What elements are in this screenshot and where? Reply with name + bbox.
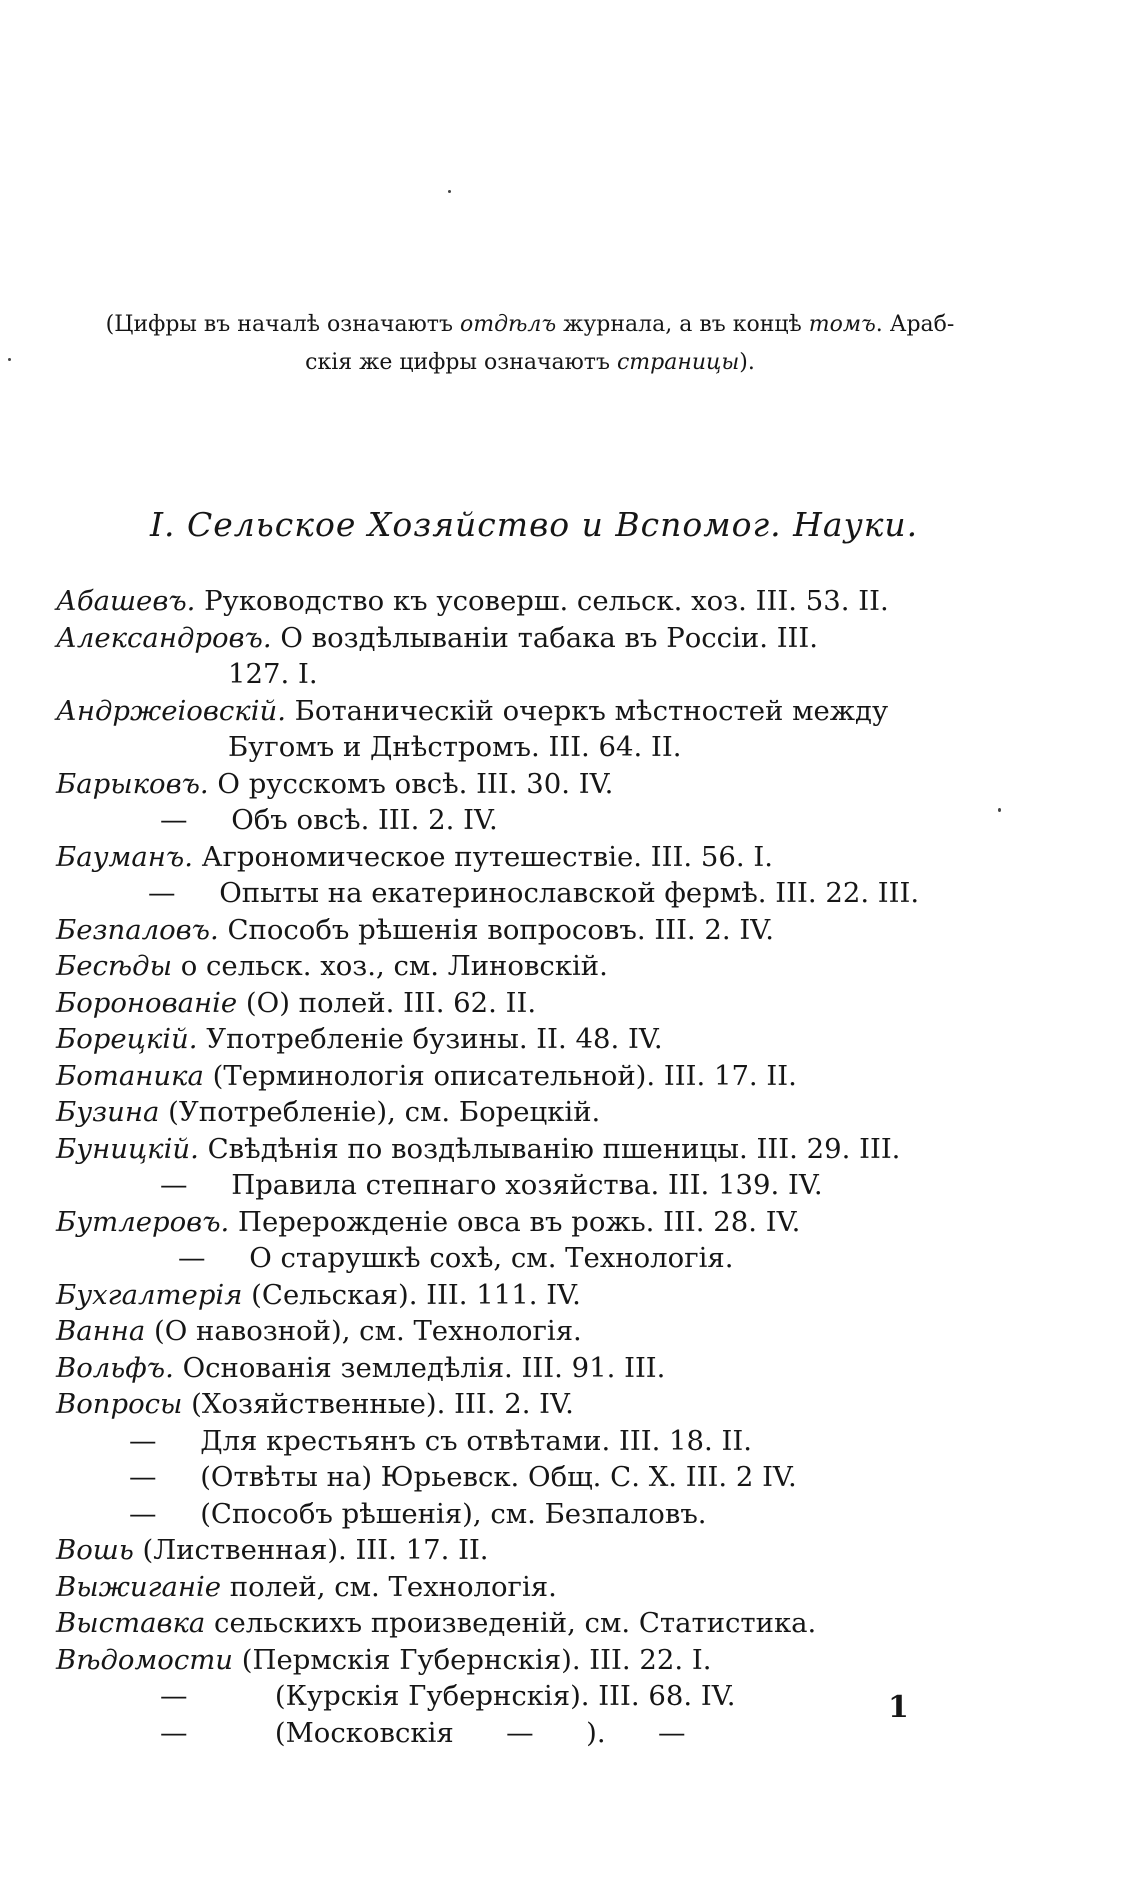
- index-entry: [129, 1496, 707, 1532]
- entry-text: — Для крестьянъ съ отвѣтами. III. 18. II.: [129, 1424, 752, 1457]
- index-entry: [56, 839, 773, 875]
- entry-text: Употребленіе бузины. II. 48. IV.: [197, 1023, 663, 1055]
- section-title: I. Сельское Хозяйство и Вспомог. Науки.: [150, 505, 919, 544]
- note-text-5: ).: [739, 350, 755, 375]
- page-number: 1: [888, 1690, 909, 1725]
- index-entry: [160, 802, 498, 838]
- entry-heading: Борецкій.: [56, 1023, 198, 1055]
- print-speck: [998, 808, 1001, 812]
- entry-text: Ботаническій очеркъ мѣстностей между: [285, 694, 889, 727]
- print-speck: [8, 358, 11, 361]
- note-italic-tom: томъ: [808, 312, 876, 337]
- index-entry: [56, 1058, 797, 1094]
- note-line-2: [50, 344, 1010, 382]
- index-entry: [56, 912, 774, 948]
- entry-heading: Буницкій.: [56, 1132, 199, 1165]
- entry-text: О воздѣлываніи табака въ Россіи. III.: [271, 621, 819, 654]
- note-text-1: (Цифры въ началѣ означаютъ: [105, 312, 460, 337]
- index-entry: [56, 985, 536, 1021]
- index-entry: [228, 729, 681, 765]
- entry-heading: Бесѣды: [56, 950, 172, 982]
- index-entry: [56, 1386, 574, 1422]
- entry-heading: Бутлеровъ.: [56, 1205, 230, 1238]
- entry-text: 127. I.: [228, 658, 318, 690]
- index-entry: [56, 583, 889, 619]
- entry-text: (Употребленіе), см. Борецкій.: [159, 1096, 601, 1128]
- index-entry: [56, 1021, 663, 1057]
- entry-text: Основанія земледѣлія. III. 91. III.: [173, 1351, 666, 1384]
- entry-text: Агрономическое путешествіе. III. 56. I.: [192, 840, 773, 873]
- entry-heading: Бузина: [56, 1096, 160, 1128]
- index-entry: [129, 1423, 752, 1459]
- index-entry: [56, 1642, 711, 1678]
- note-italic-otdel: отдѣлъ: [459, 312, 557, 337]
- entry-text: — О старушкѣ сохѣ, см. Технологія.: [178, 1242, 734, 1274]
- entry-text: Бугомъ и Днѣстромъ. III. 64. II.: [228, 731, 682, 763]
- entry-text: Перерожденіе овса въ рожь. III. 28. IV.: [229, 1205, 801, 1238]
- explanatory-note: [50, 306, 1010, 382]
- entry-heading: Вольфъ.: [56, 1351, 174, 1384]
- index-entry: [56, 1094, 600, 1130]
- index-entry: [56, 1313, 582, 1349]
- entry-heading: Вошь: [56, 1534, 134, 1566]
- entry-heading: Вопросы: [56, 1388, 183, 1420]
- entry-heading: Выставка: [56, 1607, 206, 1639]
- entry-text: (Пермскія Губернскія). III. 22. I.: [233, 1643, 712, 1676]
- entry-heading: Александровъ.: [56, 621, 272, 654]
- entry-text: (О) полей. III. 62. II.: [237, 986, 537, 1019]
- entry-text: полей, см. Технологія.: [221, 1570, 557, 1603]
- print-speck: [448, 190, 451, 193]
- entry-heading: Ботаника: [56, 1059, 204, 1092]
- entry-text: — (Московскія — ). —: [160, 1716, 686, 1749]
- note-text-3: . Араб-: [875, 312, 955, 337]
- entry-text: Способъ рѣшенія вопросовъ. III. 2. IV.: [218, 913, 775, 946]
- entry-text: — (Отвѣты на) Юрьевск. Общ. С. X. III. 2 IV.: [129, 1461, 797, 1493]
- index-entry: [56, 693, 888, 729]
- note-italic-stranitsy: страницы: [616, 350, 740, 375]
- entry-text: о сельск. хоз., см. Линовскій.: [171, 950, 608, 982]
- note-text-4: скія же цифры означаютъ: [305, 350, 617, 375]
- entry-heading: Бауманъ.: [56, 840, 193, 873]
- entry-text: (Лиственная). III. 17. II.: [133, 1534, 489, 1566]
- entry-heading: Бухгалтерія: [56, 1278, 243, 1311]
- entry-text: (Хозяйственные). III. 2. IV.: [182, 1388, 574, 1420]
- entry-text: — (Курскія Губернскія). III. 68. IV.: [160, 1680, 736, 1712]
- entry-text: (Терминологія описательной). III. 17. II.: [203, 1059, 797, 1092]
- entry-heading: Андржеіовскій.: [56, 694, 286, 727]
- index-entry: [56, 1277, 581, 1313]
- entry-text: (Сельская). III. 111. IV.: [242, 1278, 581, 1311]
- index-entry: [56, 620, 818, 656]
- index-entry: [56, 1605, 816, 1641]
- entry-heading: Абашевъ.: [56, 585, 196, 617]
- entry-text: сельскихъ произведеній, см. Статистика.: [205, 1607, 817, 1639]
- entry-text: — (Способъ рѣшенія), см. Безпаловъ.: [129, 1497, 707, 1530]
- entry-text: — Правила степнаго хозяйства. III. 139. IV.: [160, 1169, 823, 1201]
- entry-text: — Опыты на екатеринославской фермѣ. III. 22. III.: [148, 877, 920, 909]
- index-entry: [178, 1240, 734, 1276]
- index-entry: [129, 1459, 797, 1495]
- entry-text: О русскомъ овсѣ. III. 30. IV.: [208, 767, 614, 800]
- entry-heading: Безпаловъ.: [56, 913, 219, 946]
- entry-text: (О навозной), см. Технологія.: [145, 1315, 582, 1347]
- index-entry: [56, 1569, 557, 1605]
- entry-heading: Ванна: [56, 1315, 146, 1347]
- index-entry: [56, 948, 608, 984]
- index-entry: [148, 875, 919, 911]
- index-entry: [56, 1204, 800, 1240]
- index-entry: [160, 1167, 823, 1203]
- entry-text: — Объ овсѣ. III. 2. IV.: [160, 804, 498, 836]
- index-entry: [56, 1131, 900, 1167]
- index-entry: [228, 656, 318, 692]
- entry-text: Руководство къ усоверш. сельск. хоз. III. 53. II.: [195, 585, 889, 617]
- index-entry: [56, 766, 613, 802]
- index-entry: [56, 1532, 489, 1568]
- entry-heading: Барыковъ.: [56, 767, 209, 800]
- index-entry: [56, 1350, 665, 1386]
- entry-text: Свѣдѣнія по воздѣлыванію пшеницы. III. 29. III.: [198, 1132, 901, 1165]
- entry-heading: Боронованіе: [56, 986, 238, 1019]
- index-entry: [160, 1678, 736, 1714]
- entry-heading: Вѣдомости: [56, 1643, 234, 1676]
- index-entry: [160, 1715, 686, 1751]
- entry-heading: Выжиганіе: [56, 1570, 222, 1603]
- note-text-2: журнала, а въ концѣ: [556, 312, 809, 337]
